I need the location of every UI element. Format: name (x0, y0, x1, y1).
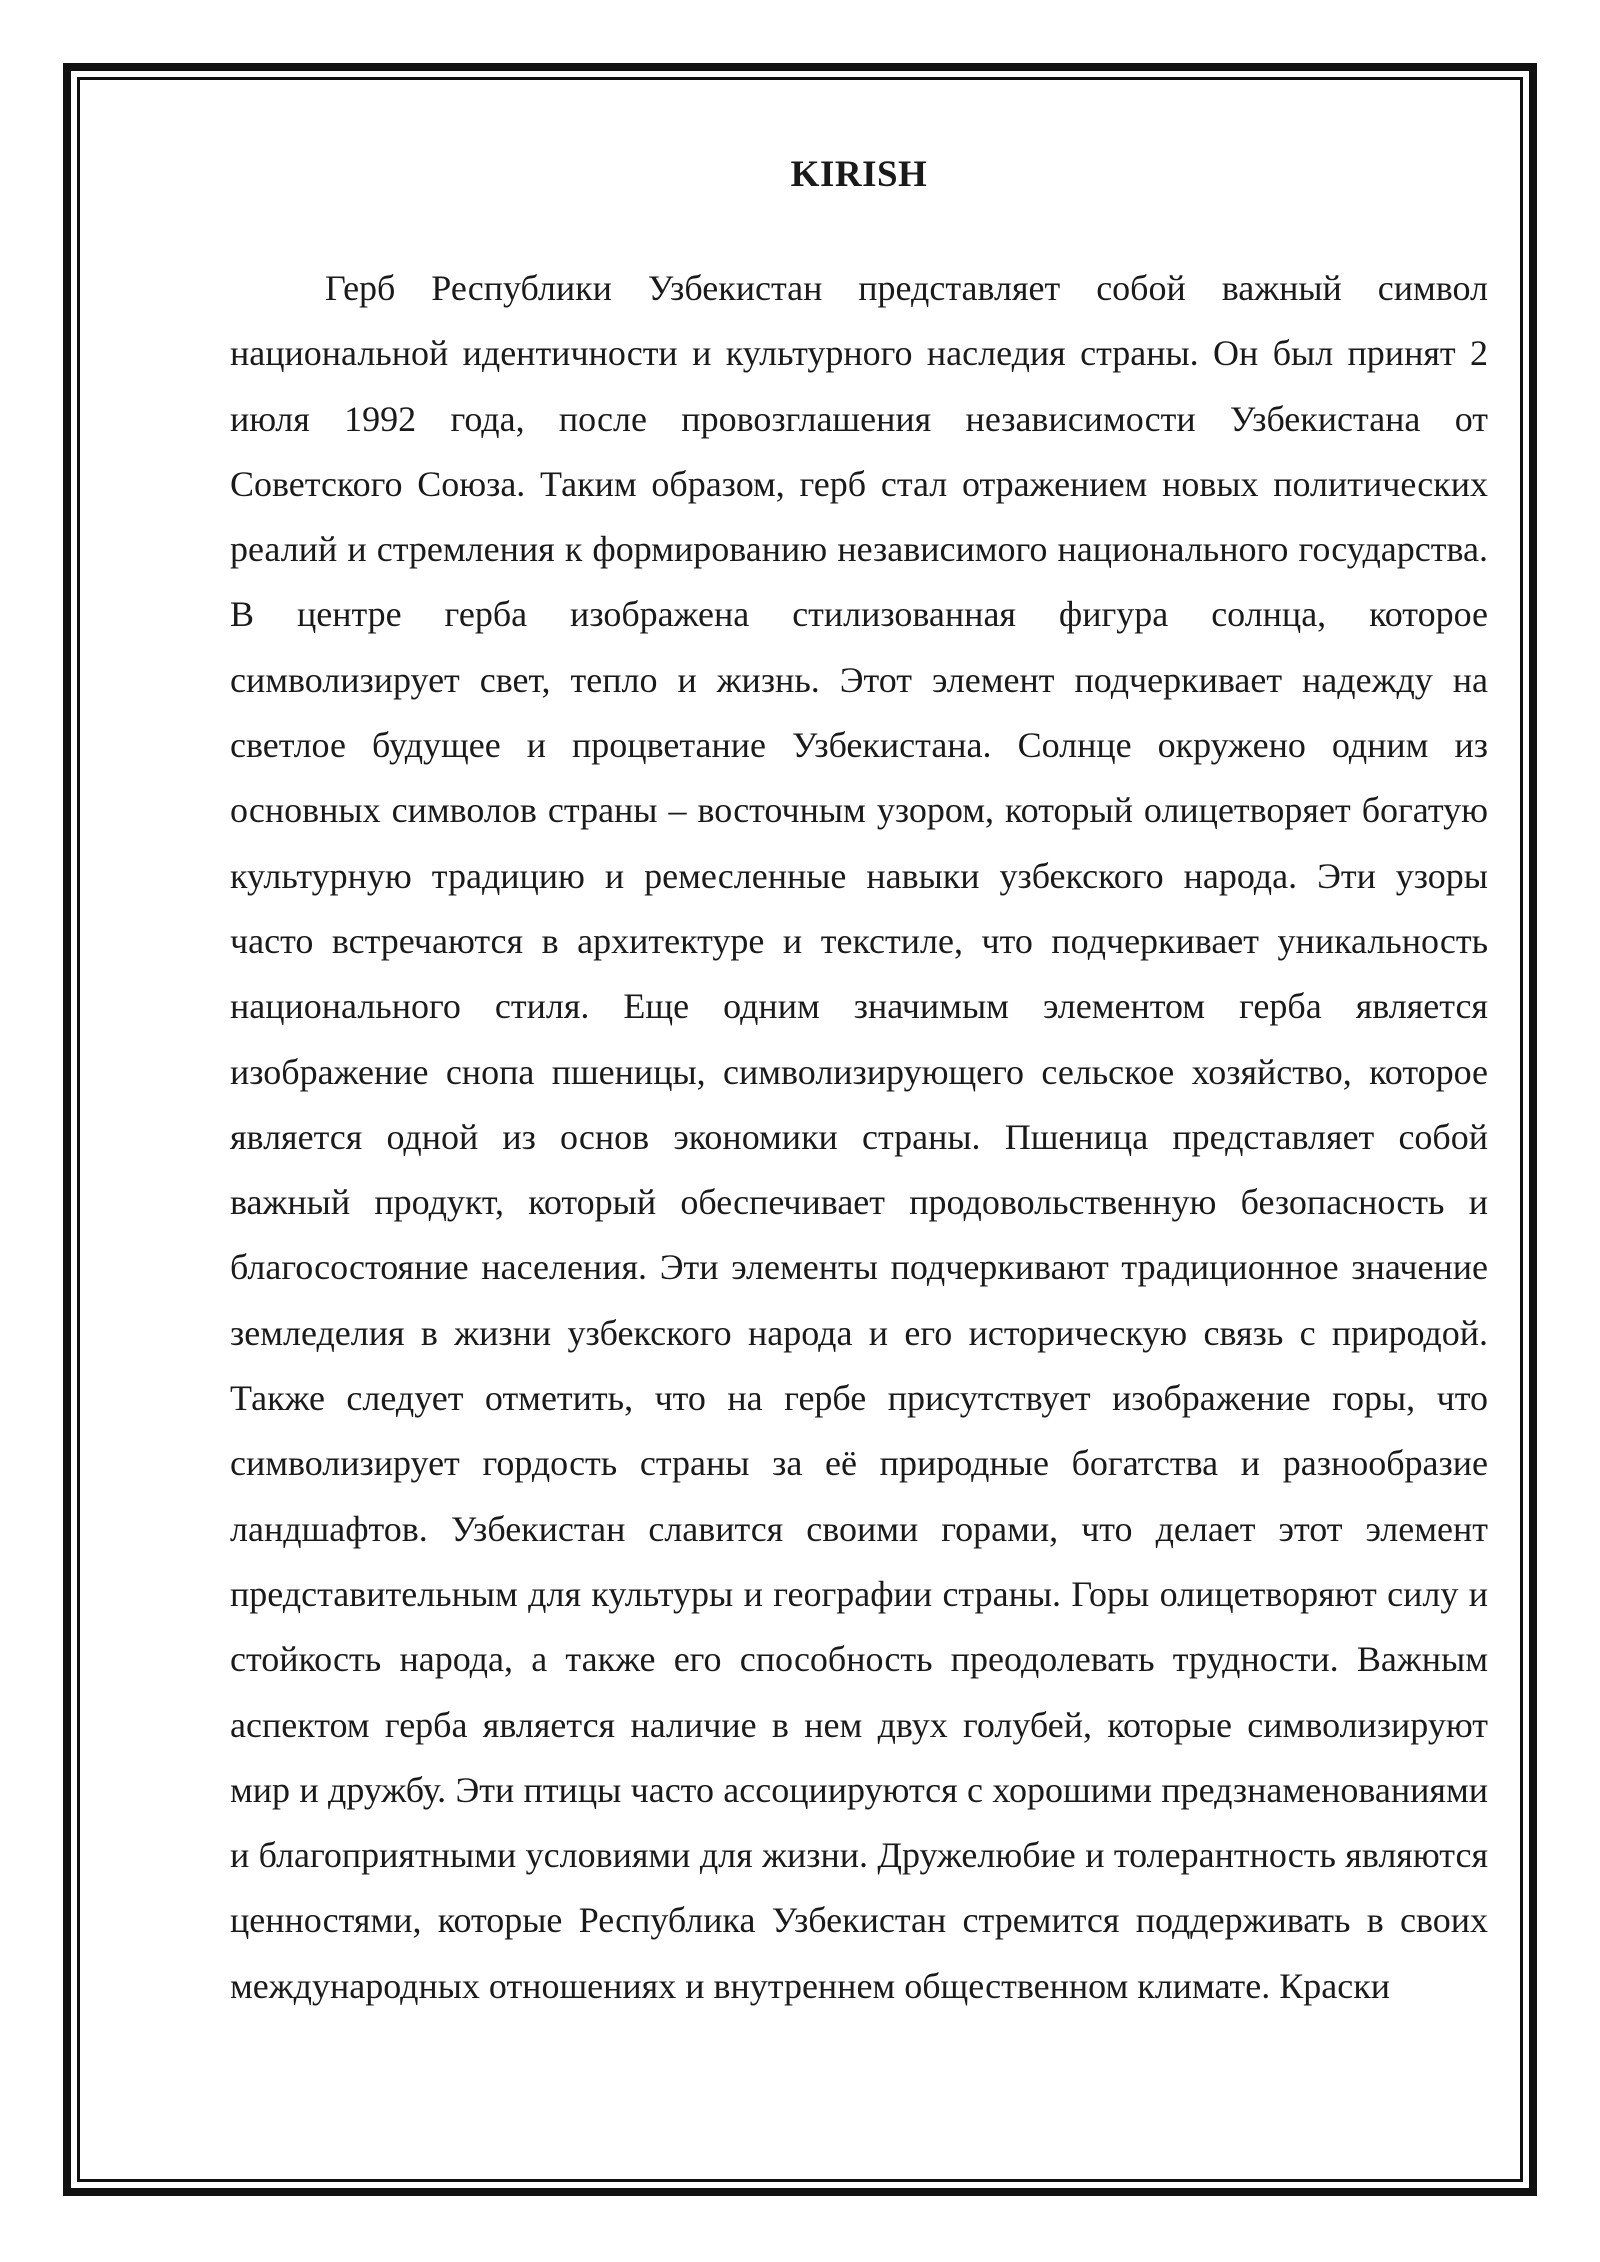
document-title: KIRISH (790, 154, 928, 195)
document-page (230, 150, 1488, 2019)
document-body-paragraph: Герб Республики Узбекистан представляет собой важный символ национальной идентичности и культурного наследия страны. Он был принят 2 июля 1992 года, после провозглашения независимости Узбекистана от Советского Союза. Таким образом, герб стал отражением новых политических реалий и стремления к формированию независимого национального государства. В центре герба изображена стилизованная фигура солнца, которое символизирует свет, тепло и жизнь. Этот элемент подчеркивает надежду на светлое будущее и процветание Узбекистана. Солнце окружено одним из основных символов страны – восточным узором, который олицетворяет богатую культурную традицию и ремесленные навыки узбекского народа. Эти узоры часто встречаются в архитектуре и текстиле, что подчеркивает уникальность национального стиля. Еще одним значимым элементом герба является изображение снопа пшеницы, символизирующего сельское хозяйство, которое является одной из основ экономики страны. Пшеница представляет собой важный продукт, который обеспечивает продовольственную безопасность и благосостояние населения. Эти элементы подчеркивают традиционное значение земледелия в жизни узбекского народа и его историческую связь с природой. Также следует отметить, что на гербе присутствует изображение горы, что символизирует гордость страны за её природные богатства и разнообразие ландшафтов. Узбекистан славится своими горами, что делает этот элемент представительным для культуры и географии страны. Горы олицетворяют силу и стойкость народа, а также его способность преодолевать трудности. Важным аспектом герба является наличие в нем двух голубей, которые символизируют мир и дружбу. Эти птицы часто ассоциируются с хорошими предзнаменованиями и благоприятными условиями для жизни. Дружелюбие и толерантность являются ценностями, которые Республика Узбекистан стремится поддерживать в своих международных отношениях и внутреннем общественном климате. Краски (230, 268, 1488, 2006)
